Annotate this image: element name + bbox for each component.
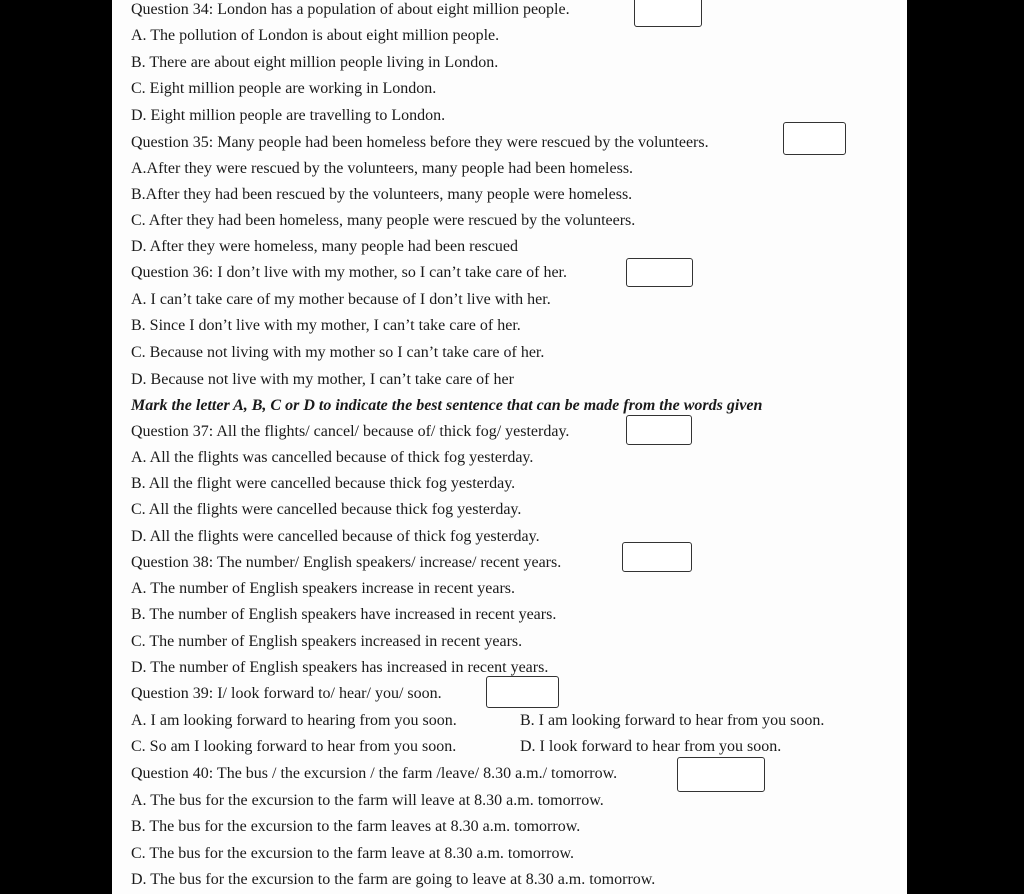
option-38-d: D. The number of English speakers has increased in recent years. <box>131 659 549 676</box>
option-36-a: A. I can’t take care of my mother because of I don’t live with her. <box>131 291 551 308</box>
option-39-a: A. I am looking forward to hearing from you soon. <box>131 712 457 729</box>
section-instruction: Mark the letter A, B, C or D to indicate the best sentence that can be made from the words given <box>131 397 763 414</box>
answer-box-34[interactable] <box>634 0 702 27</box>
answer-box-40[interactable] <box>677 757 765 792</box>
option-38-b: B. The number of English speakers have increased in recent years. <box>131 606 557 623</box>
answer-box-35[interactable] <box>783 122 846 155</box>
question-37-stem: Question 37: All the flights/ cancel/ because of/ thick fog/ yesterday. <box>131 423 570 440</box>
option-36-b: B. Since I don’t live with my mother, I can’t take care of her. <box>131 317 521 334</box>
answer-box-36[interactable] <box>626 258 693 287</box>
option-36-c: C. Because not living with my mother so I can’t take care of her. <box>131 344 545 361</box>
option-36-d: D. Because not live with my mother, I can’t take care of her <box>131 371 514 388</box>
option-40-c: C. The bus for the excursion to the farm leave at 8.30 a.m. tomorrow. <box>131 845 574 862</box>
answer-box-39[interactable] <box>486 676 559 708</box>
question-34-stem: Question 34: London has a population of about eight million people. <box>131 1 570 18</box>
option-38-a: A. The number of English speakers increase in recent years. <box>131 580 516 597</box>
question-36-stem: Question 36: I don’t live with my mother, so I can’t take care of her. <box>131 264 567 281</box>
option-37-a: A. All the flights was cancelled because of thick fog yesterday. <box>131 449 534 466</box>
option-39-b: B. I am looking forward to hear from you soon. <box>520 712 825 729</box>
option-34-a: A. The pollution of London is about eight million people. <box>131 27 500 44</box>
option-39-d: D. I look forward to hear from you soon. <box>520 738 782 755</box>
question-40-stem: Question 40: The bus / the excursion / the farm /leave/ 8.30 a.m./ tomorrow. <box>131 765 618 782</box>
option-34-d: D. Eight million people are travelling to London. <box>131 107 446 124</box>
option-34-b: B. There are about eight million people living in London. <box>131 54 499 71</box>
option-35-d: D. After they were homeless, many people had been rescued <box>131 238 518 255</box>
option-34-c: C. Eight million people are working in London. <box>131 80 437 97</box>
option-35-a: A.After they were rescued by the volunteers, many people had been homeless. <box>131 160 634 177</box>
option-35-c: C. After they had been homeless, many people were rescued by the volunteers. <box>131 212 636 229</box>
question-39-stem: Question 39: I/ look forward to/ hear/ you/ soon. <box>131 685 442 702</box>
option-38-c: C. The number of English speakers increased in recent years. <box>131 633 523 650</box>
option-40-a: A. The bus for the excursion to the farm will leave at 8.30 a.m. tomorrow. <box>131 792 604 809</box>
answer-box-38[interactable] <box>622 542 692 572</box>
option-40-d: D. The bus for the excursion to the farm are going to leave at 8.30 a.m. tomorrow. <box>131 871 656 888</box>
option-39-c: C. So am I looking forward to hear from you soon. <box>131 738 457 755</box>
option-37-c: C. All the flights were cancelled because thick fog yesterday. <box>131 501 522 518</box>
option-37-b: B. All the flight were cancelled because thick fog yesterday. <box>131 475 516 492</box>
option-35-b: B.After they had been rescued by the volunteers, many people were homeless. <box>131 186 633 203</box>
option-40-b: B. The bus for the excursion to the farm leaves at 8.30 a.m. tomorrow. <box>131 818 581 835</box>
option-37-d: D. All the flights were cancelled because of thick fog yesterday. <box>131 528 540 545</box>
question-38-stem: Question 38: The number/ English speakers/ increase/ recent years. <box>131 554 562 571</box>
question-35-stem: Question 35: Many people had been homeless before they were rescued by the volunteers. <box>131 134 709 151</box>
answer-box-37[interactable] <box>626 415 692 445</box>
